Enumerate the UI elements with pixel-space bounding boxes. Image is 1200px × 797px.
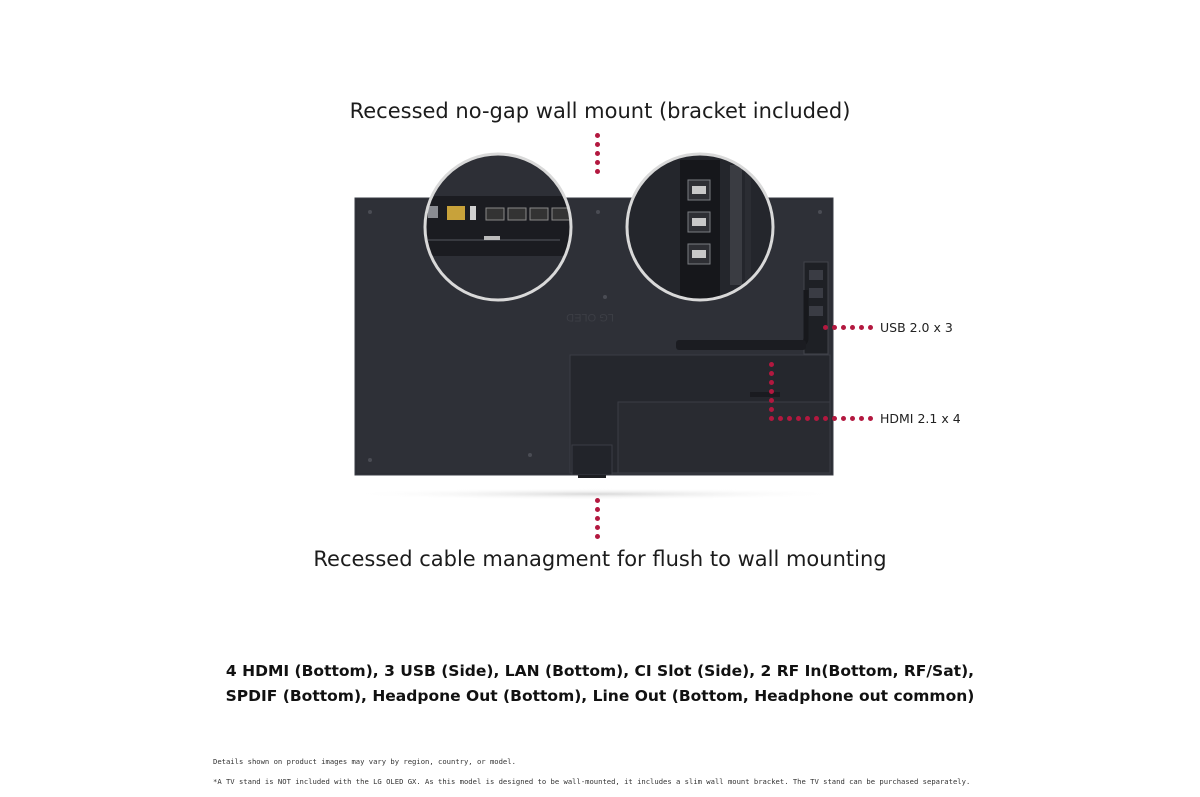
hdmi-callout-label: HDMI 2.1 x 4 xyxy=(880,411,961,426)
connectivity-spec-line-2: SPDIF (Bottom), Headpone Out (Bottom), Line Out (Bottom, Headphone out common) xyxy=(225,687,975,705)
disclaimer-footnote: Details shown on product images may vary by region, country, or model. xyxy=(213,757,516,766)
usb-callout-label: USB 2.0 x 3 xyxy=(880,320,953,335)
top-callout-heading: Recessed no-gap wall mount (bracket included) xyxy=(349,99,851,123)
connectivity-spec-line-1: 4 HDMI (Bottom), 3 USB (Side), LAN (Bottom), CI Slot (Side), 2 RF In(Bottom, RF/Sat), xyxy=(225,662,975,680)
bottom-callout-heading: Recessed cable managment for flush to wall mounting xyxy=(313,547,887,571)
stand-footnote: *A TV stand is NOT included with the LG OLED GX. As this model is designed to be wall-mounted, it includes a slim wall mount bracket. The TV stand can be purchased separately. xyxy=(213,777,971,786)
svg-text:LG OLED: LG OLED xyxy=(566,311,614,323)
